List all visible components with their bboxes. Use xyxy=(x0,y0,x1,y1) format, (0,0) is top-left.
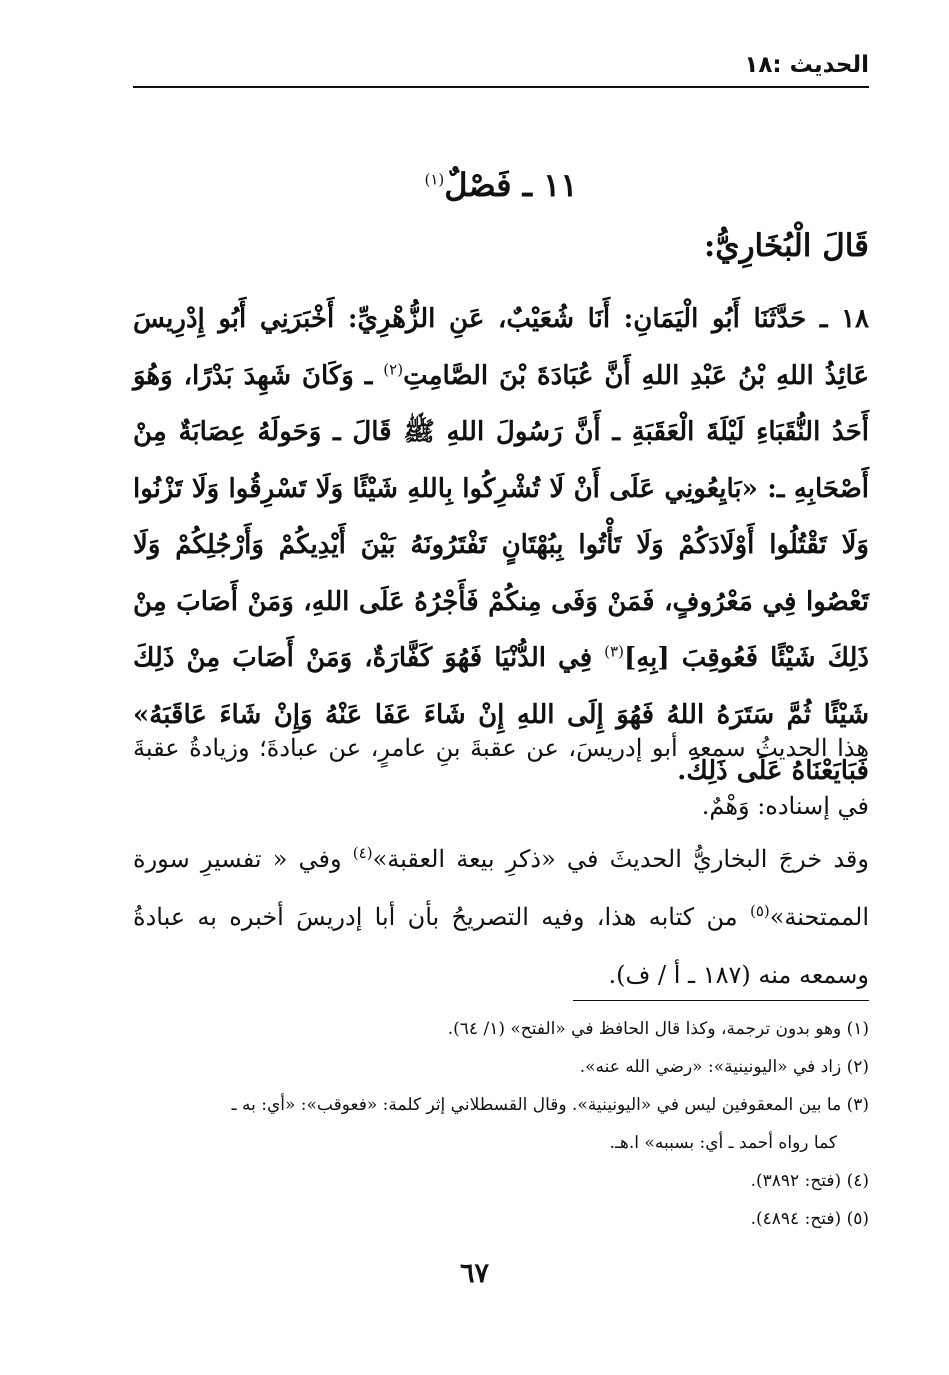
chapter-title: ١١ ـ فَصْلٌ xyxy=(444,166,578,204)
footnote-3: (٣) ما بين المعقوفين ليس في «اليونينية». وقال القسطلاني إثر كلمة: «فعوقب»: «أي: به ـ xyxy=(231,1095,869,1115)
footnote-ref-5: (٥) xyxy=(749,902,770,920)
para2-part-2: وفي « تفسيرِ سورة الممتحنة» xyxy=(133,845,869,931)
commentary-paragraph-1: هذا الحديثُ سمعه أبو إدريسَ، عن عقبةَ بنِ عامرٍ، عن عبادةَ؛ وزيادةُ عقبةَ في إسناده: وَهْمٌ. xyxy=(133,734,869,820)
footnote-4: (٤) (فتح: ٣٨٩٢). xyxy=(750,1171,869,1191)
footnote-ref-2: (٢) xyxy=(383,359,404,378)
narrator-intro: قَالَ الْبُخَارِيُّ: xyxy=(703,228,869,264)
para2-part-1: وقد خرجَ البخاريُّ الحديثَ في «ذكرِ بيعة العقبة» xyxy=(372,845,869,873)
commentary-paragraph-2 xyxy=(133,830,869,1004)
footnote-1: (١) وهو بدون ترجمة، وكذا قال الحافظ في «الفتح» (١/ ٦٤). xyxy=(447,1019,869,1039)
footnote-2: (٢) زاد في «اليونينية»: «رضي الله عنه». xyxy=(579,1057,869,1077)
hadith-part-2: ـ وَكَانَ شَهِدَ بَدْرًا، وَهُوَ أَحَدُ النُّقَبَاءِ لَيْلَةَ الْعَقَبَةِ ـ أَنَّ رَسُولَ اللهِ ﷺ قَالَ ـ وَحَولَهُ عِصَابَةٌ مِنْ أَصْحَابِهِ ـ: «بَايِعُونِي عَلَى أَنْ لَا تُشْرِكُوا بِاللهِ شَيْئًا وَلَا تَسْرِقُوا وَلَا تَزْنُوا وَلَا تَقْتُلُوا أَوْلَادَكُمْ وَلَا تَأْتُوا بِبُهْتَانٍ تَفْتَرُونَهُ بَيْنَ أَيْدِيكُمْ وَأَرْجُلِكُمْ وَلَا تَعْصُوا فِي مَعْرُوفٍ، فَمَنْ وَفَى مِنكُمْ فَأَجْرُهُ عَلَى اللهِ، وَمَنْ أَصَابَ مِنْ ذَلِكَ شَيْئًا فَعُوقِبَ [بِهِ] xyxy=(133,360,869,673)
running-head: الحديث :١٨ xyxy=(744,52,869,78)
para2-part-3: من كتابه هذا، وفيه التصريحُ بأن أبا إدريسَ أخبره به عبادةُ وسمعه منه (١٨٧ ـ أ / ف). xyxy=(133,903,869,989)
chapter-heading xyxy=(133,166,869,204)
footnote-3-continued: كما رواه أحمد ـ أي: بسببه» ا.هـ. xyxy=(609,1133,837,1153)
footnote-5: (٥) (فتح: ٤٨٩٤). xyxy=(750,1209,869,1229)
hadith-part-1: ١٨ ـ حَدَّثَنَا أَبُو الْيَمَانِ: أَنَا شُعَيْبٌ، عَنِ الزُّهْرِيِّ: أَخْبَرَنِي أَبُو إِدْرِيسَ عَائِذُ اللهِ بْنُ عَبْدِ اللهِ أَنَّ عُبَادَةَ بْنَ الصَّامِتِ xyxy=(133,304,869,391)
footnote-ref-1: (١) xyxy=(424,170,445,189)
footnotes xyxy=(133,1010,869,1238)
hadith-part-3: فِي الدُّنْيَا فَهُوَ كَفَّارَةٌ، وَمَنْ أَصَابَ مِنْ ذَلِكَ شَيْئًا ثُمَّ سَتَرَهُ اللهُ فَهُوَ إِلَى اللهِ إِنْ شَاءَ عَفَا عَنْهُ وَإِنْ شَاءَ عَاقَبَهُ» فَبَايَعْنَاهُ عَلَى ذَلِكَ. xyxy=(133,643,869,786)
footnote-ref-3: (٣) xyxy=(604,642,624,661)
footnote-ref-4: (٤) xyxy=(352,844,373,862)
page-header xyxy=(133,48,869,88)
footnote-divider xyxy=(573,1000,869,1001)
page-number: ٦٧ xyxy=(459,1258,489,1289)
